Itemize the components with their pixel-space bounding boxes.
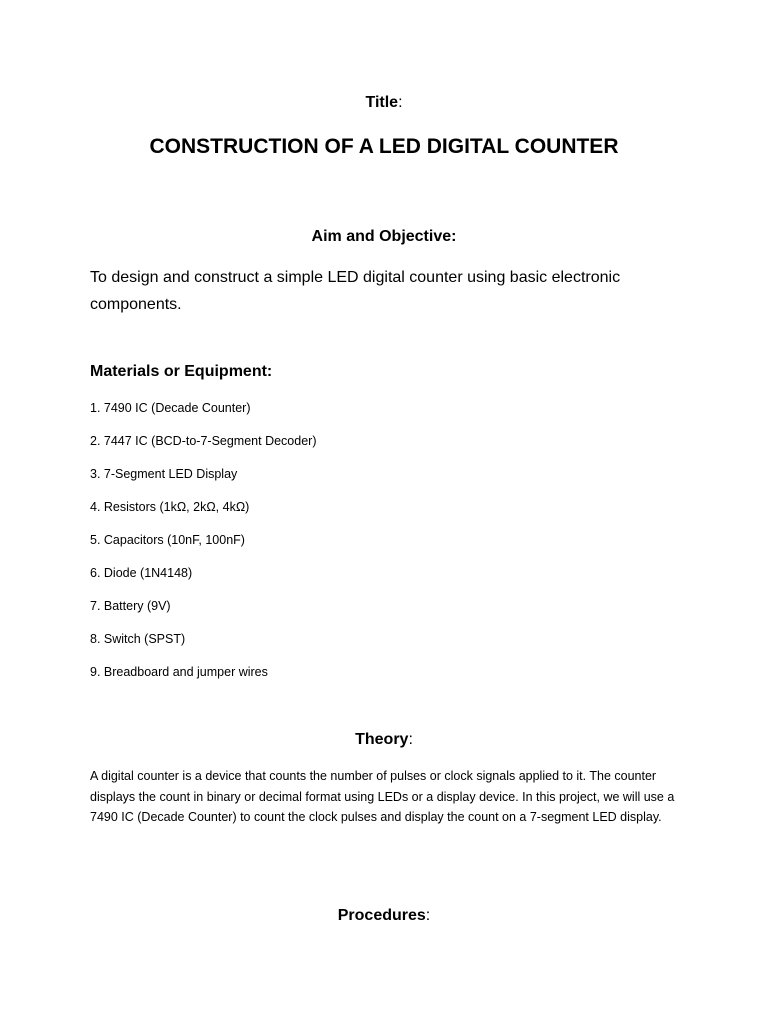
list-item: 3. 7-Segment LED Display xyxy=(90,467,238,481)
procedures-heading-colon: : xyxy=(425,907,431,924)
list-item: 1. 7490 IC (Decade Counter) xyxy=(90,401,251,415)
theory-heading-text: Theory xyxy=(355,731,409,748)
theory-heading-colon: : xyxy=(408,731,413,748)
theory-heading xyxy=(0,731,768,749)
list-item: 4. Resistors (1kΩ, 2kΩ, 4kΩ) xyxy=(90,500,250,514)
procedures-heading-text: Procedures xyxy=(337,907,426,924)
list-item: 7. Battery (9V) xyxy=(90,599,171,613)
title-label-colon: : xyxy=(398,94,403,111)
list-item: 2. 7447 IC (BCD-to-7-Segment Decoder) xyxy=(90,434,317,448)
aim-paragraph: To design and construct a simple LED digital counter using basic electronic components. xyxy=(90,269,621,313)
materials-heading: Materials or Equipment: xyxy=(90,363,273,380)
list-item: 9. Breadboard and jumper wires xyxy=(90,665,268,679)
list-item: 5. Capacitors (10nF, 100nF) xyxy=(90,533,245,547)
materials-list xyxy=(90,400,316,697)
list-item: 8. Switch (SPST) xyxy=(90,632,186,646)
page-title: CONSTRUCTION OF A LED DIGITAL COUNTER xyxy=(149,135,619,158)
title-label xyxy=(0,94,768,112)
list-item: 6. Diode (1N4148) xyxy=(90,566,193,580)
procedures-heading xyxy=(0,907,768,925)
title-label-text: Title xyxy=(365,94,399,111)
aim-heading: Aim and Objective: xyxy=(311,228,457,245)
theory-paragraph: A digital counter is a device that counts the number of pulses or clock signals applied to it. The counter displays the count in binary or decimal format using LEDs or a display device. In this project, we will use a 7490 IC (Decade Counter) to count the clock pulses and display the count on a 7-segment LED display. xyxy=(90,769,675,824)
